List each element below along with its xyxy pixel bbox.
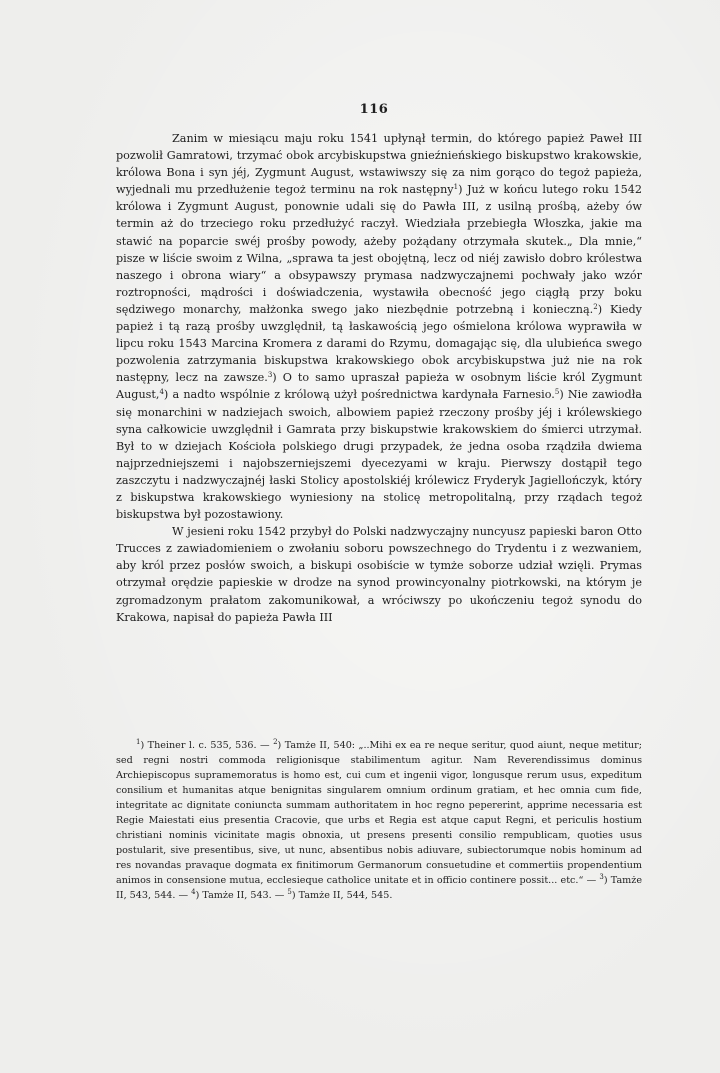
footnote-text: ) Tamże II, 543. — [195,890,288,901]
paragraph-1 [116,130,642,523]
footnote-ref: 2 [593,302,598,311]
footnote-ref: 1 [453,183,459,192]
paragraph-2 [116,523,642,626]
footnote-marker: 4 [191,888,196,896]
footnote-ref: 5 [554,388,560,397]
footnote-ref: 4 [159,388,164,397]
footnote-ref: 3 [267,371,273,380]
text-run: ) O to samo upraszał papieża w osobnym liście król Zygmunt August, [116,371,642,402]
footnote-text: ) Theiner l. c. 535, 536. — [140,740,274,751]
page-number: 116 [359,102,389,117]
text-run: Zanim w miesiącu maju roku 1541 upłynął termin, do którego papież Paweł III pozwolił Gamratowi, trzymać obok arcybiskupstwa gnieźnieńskiego biskupstwo krakowskie, królowa Bona i syn jéj, Zygmunt August, wstawiwszy się za nim gorąco do tegoż papieża, wyjednali mu przedłużenie tegoż terminu na rok następny [116,132,642,197]
text-run: ) Nie zawiodła się monarchini w nadziejach swoich, albowiem papież rzeczony prośby jéj i królewskiego syna całkowicie uwzględnił i Gamrata przy biskupstwie krakowskiem do śmierci utrzymał. Był to w dziejach Kościoła polskiego drugi przypadek, że jedna osoba rządziła dwiema najprzedniejszemi i najobszerniejszemi dyecezyami w kraju. Pierwszy dostąpił tego zaszczytu i nadzwyczajnéj łaski Stolicy apostolskiéj królewicz Fryderyk Jagiellończyk, który z biskupstwa krakowskiego wyniesiony na stolicę metropolitalną, przy rządach tegoż biskupstwa był pozostawiony. [116,388,642,522]
footnote-marker: 2 [273,738,278,746]
footnotes [116,738,642,903]
footnote-text: ) Tamże II, 543, 544. — [116,875,643,901]
text-run: ) Kiedy papież i tą razą prośby uwzględnił, tą łaskawością jego ośmielona królowa wyprawiła w lipcu roku 1543 Marcina Kromera z darami do Rzymu, domagając się, dla ulubieńca swego pozwolenia zatrzymania biskupstwa krakowskiego obok arcybiskupstwa już nie na rok następny, lecz na zawsze. [116,302,642,385]
footnote-marker: 3 [599,873,604,881]
footnote-marker: 5 [287,888,292,896]
text-run: ) Już w końcu lutego roku 1542 królowa i Zygmunt August, ponownie udali się do Pawła III, z usilną prośbą, ażeby ów termin aż do trzeciego roku przedłużyć raczył. Wiedziała przebiegła Włoszka, jakie ma stawić na poparcie swéj prośby powody, ażeby pożądany otrzymała skutek.„ Dla mnie,“ pisze w liście swoim z Wilna, „sprawa ta jest obojętną, lecz od niéj zawisło dobro królestwa naszego i obrona wiary“ a obsypawszy prymasa nadzwyczajnemi pochwały jako wzór roztropności, mądrości i doświadczenia, wystawiła obecność jego ciągłą przy boku sędziwego monarchy, małżonka swego jako niezbędnie potrzebną i konieczną. [116,183,642,316]
footnote-text: ) Tamże II, 540: „..Mihi ex ea re neque seritur, quod aiunt, neque metitur; sed regni nostri commoda religionisque stabilimentum agitur. Nam Reverendissimus dominus Archiepiscopus supramemoratus is homo est, cui cum et ingenii vigor, longusque rerum usus, expeditum consilium et humanitas atque benignitas singularem omnium ordinum gratiam, et hec omnia cum fide, integritate ac dignitate coniuncta summam authoritatem in hoc regno pepererint, apprime necessaria est Regie Maiestati eius presentia Cracovie, que urbs et Regia est atque caput Regni, et periculis hostium christiani nominis vicinitate magis obnoxia, ut presens presenti consilio rempublicam, quoties usus postularit, sive presentibus, sive, ut nunc, absentibus nobis adiuvare, subiectorumque nobis hominum ad res novandas pravaque dogmata ex finitimorum Germanorum consuetudine et commertiis propendentium animos in consensione mutua, ecclesieque catholice unitate et in officio continere possit... etc.“ — [116,740,642,886]
main-text [116,130,642,626]
text-run: ) a nadto wspólnie z królową użył pośrednictwa kardynała Farnesio. [163,388,555,402]
footnote-block [116,738,642,903]
footnote-marker: 1 [136,738,141,746]
text-run: W jesieni roku 1542 przybył do Polski nadzwyczajny nuncyusz papieski baron Otto Trucces z zawiadomieniem o zwołaniu soboru powszechnego do Trydentu i z wezwaniem, aby król przez posłów swoich, a biskupi osobiście w tymże soborze udział wzięli. Prymas otrzymał orędzie papieskie w drodze na synod prowincyonalny piotrkowski, na którym je zgromadzonym prałatom zakomunikował, a wróciwszy po ukończeniu tegoż synodu do Krakowa, napisał do papieża Pawła III [116,525,642,624]
footnote-text: ) Tamże II, 544, 545. [291,890,393,901]
